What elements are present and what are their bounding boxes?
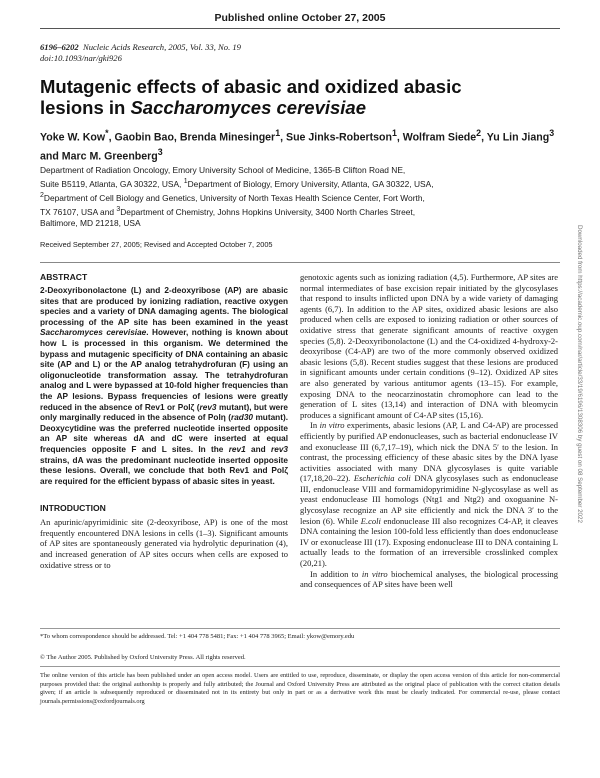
author-affiliation-mark: 3	[549, 128, 555, 138]
species-name: Saccharomyces cerevisiae	[130, 97, 367, 118]
author-affiliation-mark: 2	[476, 128, 482, 138]
bottom-rule	[40, 666, 560, 667]
author-name: Gaobin Bao	[114, 131, 174, 144]
author-name: Brenda Minesinger	[179, 131, 276, 144]
section-rule	[40, 262, 560, 263]
author-affiliation-mark: 1	[391, 128, 397, 138]
journal-citation	[40, 42, 241, 64]
abstract-heading: ABSTRACT	[40, 272, 88, 282]
author-name: Yu Lin Jiang	[486, 131, 550, 144]
right-column	[300, 272, 558, 590]
received-dates: Received September 27, 2005; Revised and Accepted October 7, 2005	[40, 240, 273, 249]
paragraph: In addition to in vitro biochemical analyses, the biological processing and consequences of AP sites have been well	[300, 568, 559, 590]
doi[interactable]: doi:10.1093/nar/gki926	[40, 53, 122, 63]
published-online-date: Published online October 27, 2005	[214, 12, 386, 24]
correspondence-footnote: *To whom correspondence should be addressed. Tel: +1 404 778 5481; Fax: +1 404 778 3965; Email: ykow@emory.edu	[40, 633, 355, 640]
abstract-text: 2-Deoxyribonolactone (L) and 2-deoxyribose (AP) are abasic sites that are produced by ionizing radiation, reactive oxygen species and a variety of DNA damaging agents. The biological processing of the AP site has been examined in the yeast Saccharomyces cerevisiae. However, nothing is known about how L is processed in this organism. We determined the bypass and mutagenic specificity of DNA containing an abasic site (AP and L) or the AP analog tetrahydrofuran (F) using an oligonucleotide transformation assay. The tetrahydrofuran analog and L were bypassed at 10-fold higher frequencies than the AP lesions. Bypass frequencies of lesions were greatly reduced in the absence of Rev1 or Polζ (rev3 mutant), but were only marginally reduced in the absence of Polη (rad30 mutant). Deoxycytidine was the preferred nucleotide inserted opposite an AP site whereas dA and dC were inserted at equal frequencies opposite F and L sites. In the rev1 and rev3 strains, dA was the predominant nucleotide inserted opposite these lesions. Overall, we conclude that both Rev1 and Polζ are required for the efficient bypass of abasic sites in yeast.	[40, 286, 288, 486]
footnote-rule	[40, 628, 560, 629]
download-watermark: Downloaded from https://academic.oup.com/nar/article/33/19/6196/1308306 by guest on 08 September 2022	[576, 225, 583, 523]
top-rule	[40, 28, 560, 29]
author-name: Sue Jinks-Robertson	[286, 131, 392, 144]
copyright-line: © The Author 2005. Published by Oxford University Press. All rights reserved.	[40, 654, 246, 661]
article-title: Mutagenic effects of abasic and oxidized abasic lesions in Saccharomyces cerevisiae	[40, 76, 462, 118]
journal-name: Nucleic Acids Research, 2005, Vol. 33, No. 19	[82, 42, 241, 52]
author-name: Marc M. Greenberg	[61, 150, 158, 163]
author-list: Yoke W. Kow*, Gaobin Bao, Brenda Minesinger$^1$, Sue Jinks-Robertson$^1$, Wolfram Siede$^2$, Yu Lin Jiang$^3$ and Marc M. Greenberg$^3$	[40, 128, 555, 163]
author-affiliation-mark: 3	[157, 146, 163, 157]
author-name: Yoke W. Kow	[40, 131, 106, 144]
left-column	[40, 272, 288, 570]
author-affiliation-mark: *	[105, 128, 109, 138]
introduction-heading: INTRODUCTION	[40, 503, 106, 514]
page-range: 6196–6202	[40, 42, 79, 52]
paragraph: genotoxic agents such as ionizing radiation (4,5). Furthermore, AP sites are normal intermediates of base excision repair initiated by the glycosylases that respond to insults inflicted upon DNA by a wide variety of damaging agents (6,7). In addition to the AP sites, oxidized abasic lesions are also produced when cells are exposed to ionizing radiation or other sources of oxidative stress that generate significant amounts of reactive oxygen species (5,8). 2-Deoxyribonolactone (L) and the C4-oxidized 4-hydroxy-2-deoxyribose (C4-AP) are two of the more commonly observed oxidized abasic lesions (5,8). Recent studies suggest that these lesions are produced in significant amounts under certain conditions (9–12). Oxidized AP sites are also generated by various antitumor agents (13–15). For example, exposing DNA to the neocarzinostatin chromophore can lead to the generation of L sites (13,14) and interaction of DNA with bleomycin produces a significant amount of C4-AP sites (15,16).	[300, 272, 558, 420]
affiliations: Department of Radiation Oncology, Emory University School of Medicine, 1365-B Clifton Road NE, Suite B5119, Atlanta, GA 30322, USA, $^1$Department of Biology, Emory University, Atlanta, GA 30322, USA, $^2$Department of Cell Biology and Genetics, University of North Texas Health Science Center, Fort Worth, TX 76107, USA and $^3$Department of Chemistry, Johns Hopkins University, 3400 North Charles Street, Baltimore, MD 21218, USA	[40, 165, 434, 229]
introduction-text: An apurinic/apyrimidinic site (2-deoxyribose, AP) is one of the most frequently encountered DNA lesions in cells (1–3). Significant amounts of AP sites are spontaneously generated via hydrolytic depurination (4), and increased generation of AP sites occurs when cells are exposed to oxidative stress or to	[40, 517, 288, 570]
paragraph: In in vitro experiments, abasic lesions (AP, L and C4-AP) are processed efficiently by purified AP endonucleases, such as bacterial endonuclease IV and exonuclease III (6,7,17–19), which nick the DNA 5′ to the lesion. In contrast, the processing efficiency of these abasic sites by the DNA lyase activities associated with many DNA glycosylases is quite variable (17,18,20–22). Escherichia coli DNA glycosylases such as endonuclease III, endonuclease VIII and formamidopyrimidine N-glycosylase as well as yeast endonuclease III homologs (Ntg1 and Ntg2) and oxoguanine N-glycosylase recognize an AP site efficiently and nick the DNA 3′ to the lesion (6). While E.coli endonuclease III also recognizes C4-AP, it cleaves DNA containing the lesion 100-fold less efficiently than does endonuclease IV or exonuclease III (17). Exposing endonuclease III to DNA containing L actually leads to the formation of an irreversible crosslinked complex (20,21).	[300, 420, 558, 569]
author-name: Wolfram Siede	[402, 131, 477, 144]
author-affiliation-mark: 1	[275, 128, 281, 138]
open-access-license: The online version of this article has been published under an open access model. Users are entitled to use, reproduce, disseminate, or display the open access version of this article for non-commercial purposes provided that: the original authorship is properly and fully attributed; the Journal and Oxford University Press are attributed as the original place of publication with the correct citation details given; if an article is subsequently reproduced or disseminated not in its entirety but only in part or as a derivative work this must be clearly indicated. For commercial re-use, please contact journals.permissions@oxfordjournals.org	[40, 672, 560, 706]
